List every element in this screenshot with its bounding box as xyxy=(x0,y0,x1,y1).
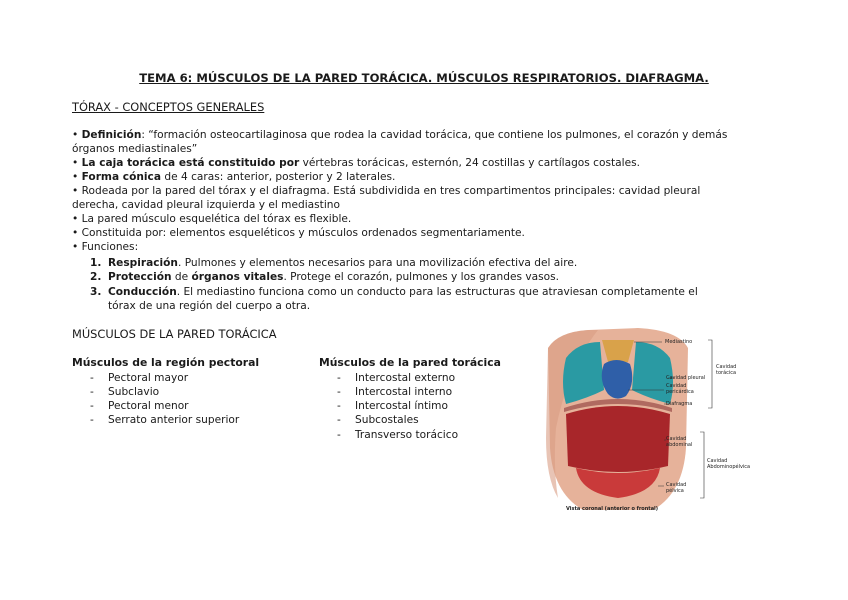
label-abdpelvica-1: Cavidad xyxy=(707,458,728,464)
bullet-caja-toracica: • La caja torácica está constituido por vértebras torácicas, esternón, 24 costillas y cartílagos costales. xyxy=(72,157,640,169)
label-pelvica-2: pélvica xyxy=(666,488,684,494)
bullet-constituida: • Constituida por: elementos esqueléticos y músculos ordenados segmentariamente. xyxy=(72,227,525,239)
function-respiracion: 1. Respiración. Pulmones y elementos necesarios para una movilización efectiva del aire. xyxy=(90,257,578,269)
label-cavidad-pleural: Cavidad pleural xyxy=(666,375,706,381)
bullet-pared-flexible: • La pared músculo esquelética del tórax es flexible. xyxy=(72,213,352,225)
bullet-definicion: • Definición: “formación osteocartilaginosa que rodea la cavidad torácica, que contiene los pulmones, el corazón y demás xyxy=(72,129,728,141)
function-conduccion-cont: tórax de una región del cuerpo a otra. xyxy=(108,300,311,312)
bullet-rodeada-cont: derecha, cavidad pleural izquierda y el mediastino xyxy=(72,199,340,211)
label-abdominal-1: Cavidad xyxy=(666,436,687,442)
bullet-rodeada: • Rodeada por la pared del tórax y el diafragma. Está subdividida en tres compartimentos principales: cavidad pleural xyxy=(72,185,701,197)
list-item: - Subcostales xyxy=(337,414,419,426)
label-mediastino: Mediastino xyxy=(665,339,693,345)
torso-cavities-figure xyxy=(538,328,760,518)
figure-caption: Vista coronal (anterior o frontal) xyxy=(566,506,659,512)
torso-illustration xyxy=(538,328,760,518)
section-heading-torax: TÓRAX - CONCEPTOS GENERALES xyxy=(72,100,265,114)
bullet-funciones: • Funciones: xyxy=(72,241,139,253)
label-diafragma: Diafragma xyxy=(666,401,693,407)
bullet-definicion-cont: órganos mediastinales” xyxy=(72,143,198,155)
label-abdpelvica-2: Abdominopélvica xyxy=(707,464,751,470)
function-proteccion: 2. Protección de órganos vitales. Protege el corazón, pulmones y los grandes vasos. xyxy=(90,271,560,283)
list-item: - Intercostal externo xyxy=(337,372,456,384)
section-heading-musculos: MÚSCULOS DE LA PARED TORÁCICA xyxy=(72,327,277,341)
list-item: - Intercostal interno xyxy=(337,386,453,398)
col-heading-pared-toracica: Músculos de la pared torácica xyxy=(319,356,501,369)
list-item: - Serrato anterior superior xyxy=(90,414,240,426)
label-pericardica-1: Cavidad xyxy=(666,383,687,389)
label-toracica-2: torácica xyxy=(716,370,737,376)
col-heading-pectoral: Músculos de la región pectoral xyxy=(72,356,260,369)
list-item: - Pectoral menor xyxy=(90,400,189,412)
list-item: - Transverso torácico xyxy=(337,429,459,441)
list-item: - Pectoral mayor xyxy=(90,372,189,384)
function-conduccion: 3. Conducción. El mediastino funciona como un conducto para las estructuras que atraviesan completamente el xyxy=(90,286,698,298)
label-pelvica-1: Cavidad xyxy=(666,482,687,488)
label-abdominal-2: abdominal xyxy=(666,442,693,448)
label-pericardica-2: pericárdica xyxy=(666,389,694,395)
list-item: - Intercostal íntimo xyxy=(337,400,448,412)
list-item: - Subclavio xyxy=(90,386,160,398)
bullet-forma-conica: • Forma cónica de 4 caras: anterior, posterior y 2 laterales. xyxy=(72,171,396,183)
label-toracica-1: Cavidad xyxy=(716,364,737,370)
page-title: TEMA 6: MÚSCULOS DE LA PARED TORÁCICA. MÚSCULOS RESPIRATORIOS. DIAFRAGMA. xyxy=(139,71,709,85)
